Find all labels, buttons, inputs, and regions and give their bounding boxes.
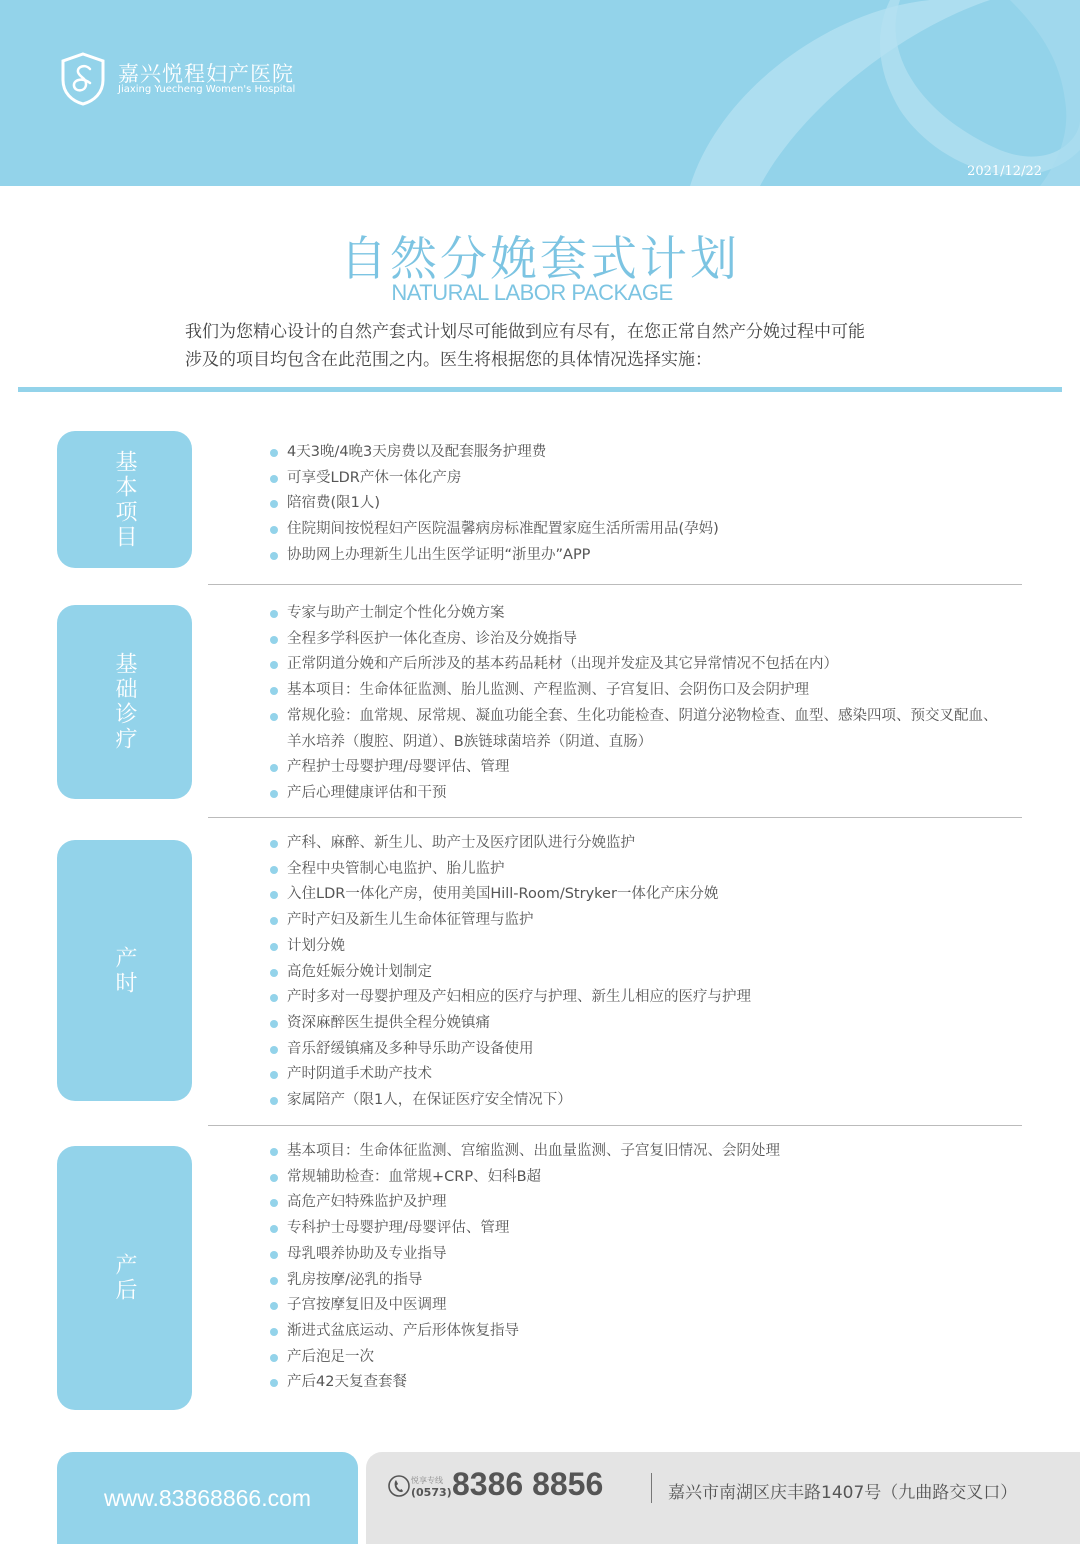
list-item: 产科、麻醉、新生儿、助产士及医疗团队进行分娩监护 [270,831,1060,857]
section-tab-during-labor [57,840,192,1101]
hospital-name-cn: 嘉兴悦程妇产医院 [118,62,294,86]
phone-icon [388,1474,410,1498]
list-item: 全程中央管制心电监护、胎儿监护 [270,857,1060,883]
page-title-cn: 自然分娩套式计划 [340,232,740,287]
list-item: 可享受LDR产休一体化产房 [270,466,1060,492]
list-item: 常规辅助检查：血常规+CRP、妇科B超 [270,1165,1060,1191]
section-list-basic-items [270,440,1060,569]
list-item: 产程护士母婴护理/母婴评估、管理 [270,755,1060,781]
list-item: 产时多对一母婴护理及产妇相应的医疗与护理、新生儿相应的医疗与护理 [270,985,1060,1011]
list-item: 4天3晚/4晚3天房费以及配套服务护理费 [270,440,1060,466]
list-item: 产时产妇及新生儿生命体征管理与监护 [270,908,1060,934]
intro-paragraph [185,318,925,374]
section-label: 基本项目 [112,449,137,550]
website-link[interactable]: www.83868866.com [103,1484,312,1511]
list-item [270,704,1060,755]
section-label: 产时 [112,945,137,996]
list-item: 基本项目：生命体征监测、宫缩监测、出血量监测、子宫复旧情况、会阴处理 [270,1139,1060,1165]
page-title-en: NATURAL LABOR PACKAGE [391,280,673,305]
list-item: 乳房按摩/泌乳的指导 [270,1268,1060,1294]
list-item: 专家与助产士制定个性化分娩方案 [270,601,1060,627]
document-date: 2021/12/22 [967,164,1042,179]
section-tab-postpartum [57,1146,192,1410]
list-item: 基本项目：生命体征监测、胎儿监测、产程监测、子宫复旧、会阴伤口及会阴护理 [270,678,1060,704]
section-tab-basic-items [57,431,192,568]
list-item: 产后泡足一次 [270,1345,1060,1371]
intro-line: 我们为您精心设计的自然产套式计划尽可能做到应有尽有，在您正常自然产分娩过程中可能 [185,322,865,342]
list-item: 家属陪产（限1人，在保证医疗安全情况下） [270,1088,1060,1114]
list-item-line: 羊水培养（腹腔、阴道）、B族链球菌培养（阴道、直肠） [287,733,653,750]
area-code: (0573) [411,1486,452,1499]
website-panel [57,1452,358,1544]
list-item: 入住LDR一体化产房，使用美国Hill-Room/Stryker一体化产床分娩 [270,882,1060,908]
list-item: 住院期间按悦程妇产医院温馨病房标准配置家庭生活所需用品(孕妈) [270,517,1060,543]
list-item: 母乳喂养协助及专业指导 [270,1242,1060,1268]
list-item: 高危产妇特殊监护及护理 [270,1190,1060,1216]
intro-line: 涉及的项目均包含在此范围之内。医生将根据您的具体情况选择实施： [185,350,712,370]
section-list-basic-care [270,601,1060,807]
section-list-postpartum [270,1139,1060,1396]
phone-number[interactable]: 8386 8856 [452,1466,604,1502]
list-item: 正常阴道分娩和产后所涉及的基本药品耗材（出现并发症及其它异常情况不包括在内） [270,652,1060,678]
list-item: 渐进式盆底运动、产后形体恢复指导 [270,1319,1060,1345]
list-item: 产后心理健康评估和干预 [270,781,1060,807]
list-item-line: 常规化验：血常规、尿常规、凝血功能全套、生化功能检查、阴道分泌物检查、血型、感染四项、预交叉配血、 [287,707,998,724]
list-item: 音乐舒缓镇痛及多种导乐助产设备使用 [270,1037,1060,1063]
list-item: 产时阴道手术助产技术 [270,1062,1060,1088]
hotline-label: 悦享专线 [411,1476,443,1485]
footer-divider [651,1473,652,1503]
list-item: 高危妊娠分娩计划制定 [270,960,1060,986]
section-tab-basic-care [57,605,192,799]
hospital-name-en: Jiaxing Yuecheng Women's Hospital [118,84,296,95]
list-item: 子宫按摩复旧及中医调理 [270,1293,1060,1319]
list-item: 陪宿费(限1人) [270,491,1060,517]
hospital-address: 嘉兴市南湖区庆丰路1407号（九曲路交叉口） [668,1483,1018,1503]
list-item: 专科护士母婴护理/母婴评估、管理 [270,1216,1060,1242]
section-label: 产后 [112,1253,137,1303]
section-divider [208,817,1022,818]
shield-ampersand-icon [60,52,106,106]
list-item: 协助网上办理新生儿出生医学证明“浙里办”APP [270,543,1060,569]
section-divider [208,584,1022,585]
top-divider [18,387,1062,392]
section-list-during-labor [270,831,1060,1114]
list-item: 全程多学科医护一体化查房、诊治及分娩指导 [270,627,1060,653]
section-label: 基础诊疗 [112,652,137,752]
section-divider [208,1125,1022,1126]
list-item: 资深麻醉医生提供全程分娩镇痛 [270,1011,1060,1037]
list-item: 计划分娩 [270,934,1060,960]
page-header [0,0,1080,186]
list-item: 产后42天复查套餐 [270,1370,1060,1396]
